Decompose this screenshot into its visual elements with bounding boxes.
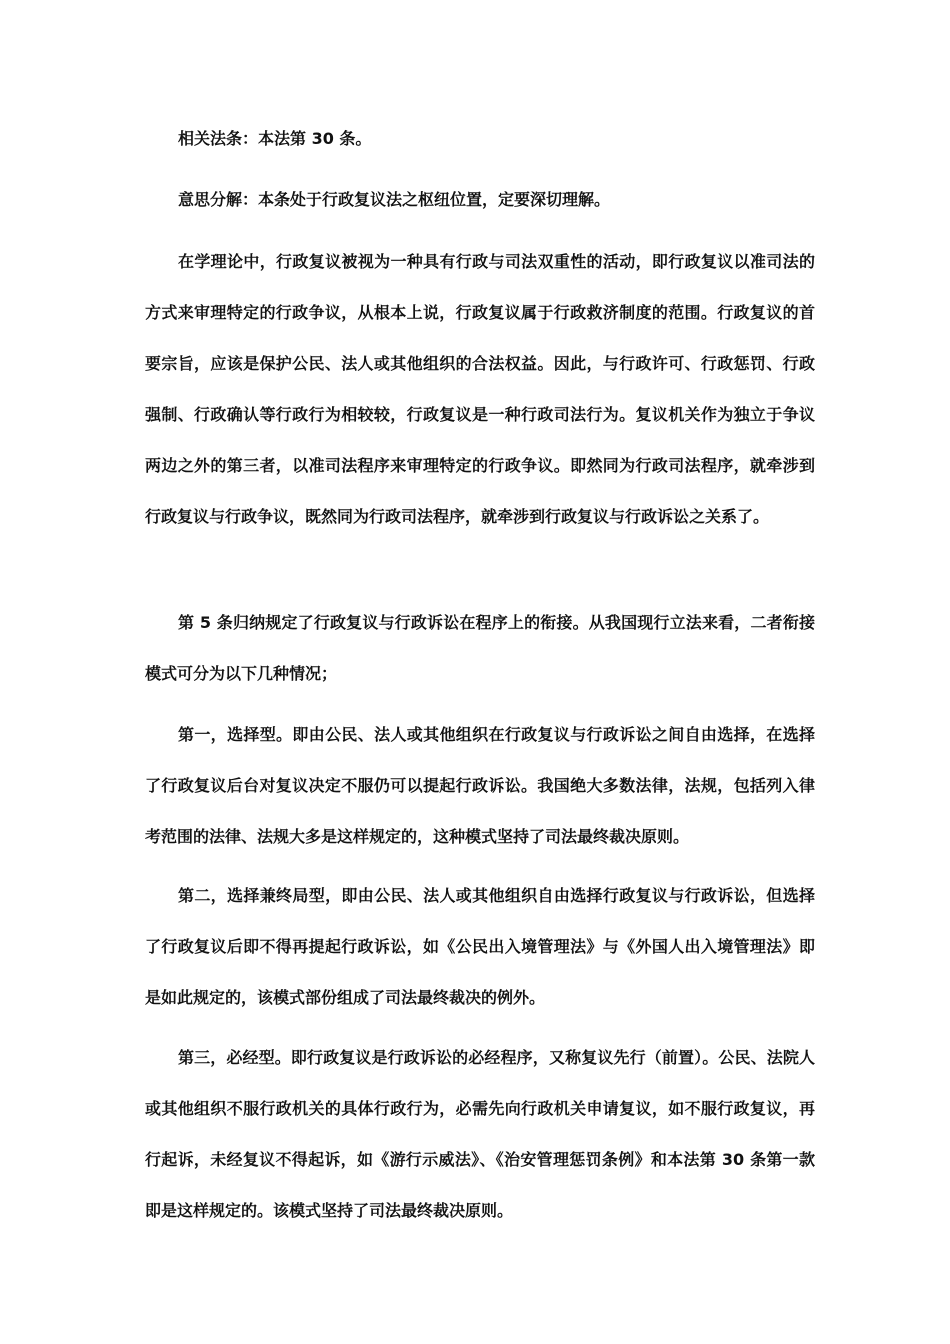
paragraph-model-two: 第二，选择兼终局型，即由公民、法人或其他组织自由选择行政复议与行政诉讼，但选择了行政复议后即不得再提起行政诉讼，如《公民出入境管理法》与《外国人出入境管理法》即是如此规定的，该模式部份组成了司法最终裁决的例外。 xyxy=(145,886,815,1007)
paragraph-theory: 在学理论中，行政复议被视为一种具有行政与司法双重性的活动，即行政复议以准司法的方式来审理特定的行政争议，从根本上说，行政复议属于行政救济制度的范围。行政复议的首要宗旨，应该是保护公民、法人或其他组织的合法权益。因此，与行政许可、行政惩罚、行政强制、行政确认等行政行为相较较，行政复议是一种行政司法行为。复议机关作为独立于争议两边之外的第三者，以准司法程序来审理特定的行政争议。即然同为行政司法程序，就牵涉到行政复议与行政争议，既然同为行政司法程序，就牵涉到行政复议与行政诉讼之关系了。 xyxy=(145,252,815,526)
paragraph-related-article: 相关法条：本法第 30 条。 xyxy=(178,129,372,148)
paragraph-model-three: 第三，必经型。即行政复议是行政诉讼的必经程序，又称复议先行（前置）。公民、法院人或其他组织不服行政机关的具体行政行为，必需先向行政机关申请复议，如不服行政复议，再行起诉，未经复议不得起诉，如《游行示威法》、《治安管理惩罚条例》和本法第 30 条第一款即是这样规定的。该模式坚持了司法最终裁决原则。 xyxy=(145,1048,815,1220)
paragraph-article-5: 第 5 条归纳规定了行政复议与行政诉讼在程序上的衔接。从我国现行立法来看，二者衔接模式可分为以下几种情况； xyxy=(145,613,815,683)
paragraph-meaning-analysis: 意思分解：本条处于行政复议法之枢纽位置，定要深切理解。 xyxy=(178,190,611,209)
paragraph-model-one: 第一，选择型。即由公民、法人或其他组织在行政复议与行政诉讼之间自由选择，在选择了行政复议后台对复议决定不服仍可以提起行政诉讼。我国绝大多数法律，法规，包括列入律考范围的法律、法规大多是这样规定的，这种模式坚持了司法最终裁决原则。 xyxy=(145,725,815,846)
